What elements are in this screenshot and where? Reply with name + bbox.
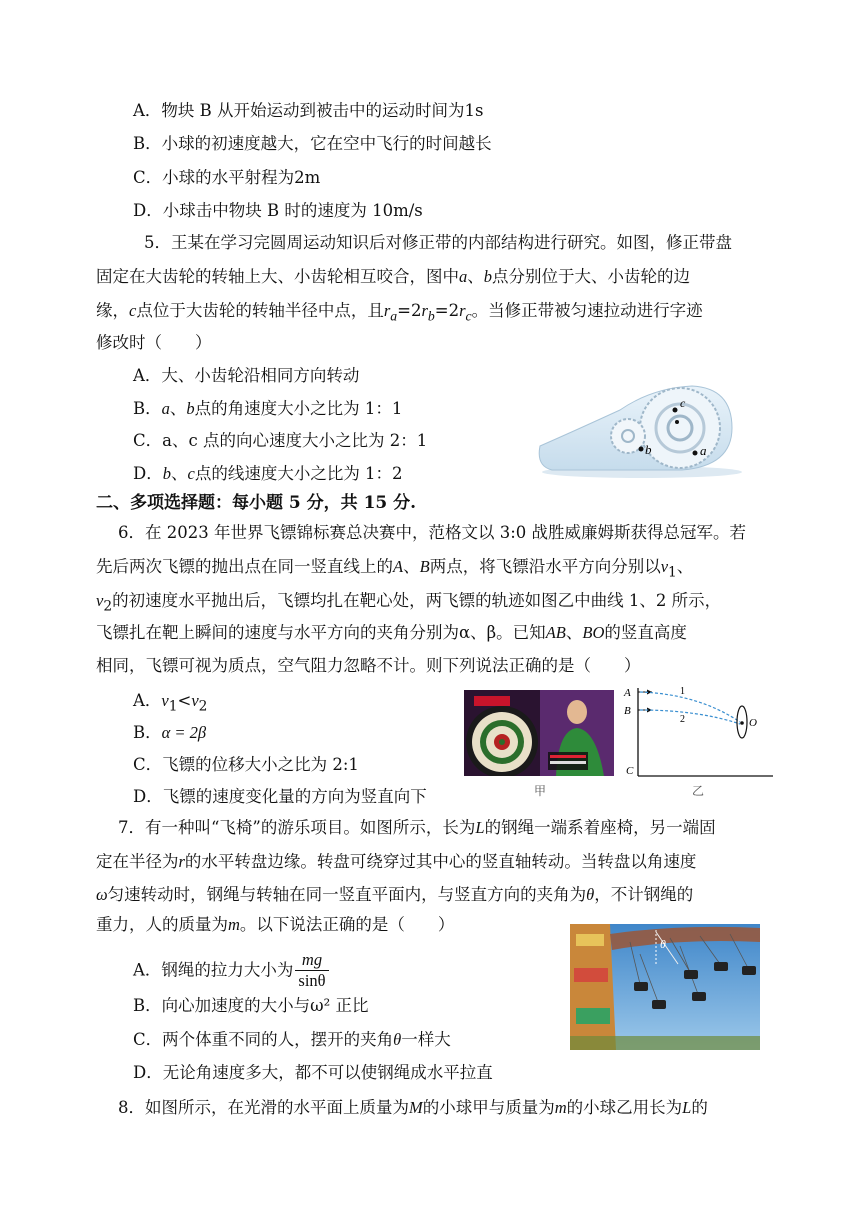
q6-stem-line2: 先后两次飞镖的抛出点在同一竖直线上的A、B两点，将飞镖沿水平方向分别以$v_1$、 <box>96 557 694 581</box>
label-curve-2: 2 <box>680 714 685 725</box>
logo-banner <box>474 696 510 706</box>
q7-stem-line1: 7．有一种叫“飞椅”的游乐项目。如图所示，长为L的钢绳一端系着座椅，另一端固 <box>118 818 716 837</box>
point-c-inner <box>675 420 679 424</box>
q7-option-d: D．无论角速度多大，都不可以使钢绳成水平拉直 <box>133 1063 493 1082</box>
caption-yi: 乙 <box>692 784 705 798</box>
label-B: B <box>624 705 631 717</box>
q4-option-d: D．小球击中物块 B 时的速度为 10m/s <box>133 201 423 220</box>
q6-stem-line5: 相同，飞镖可视为质点，空气阻力忽略不计。则下列说法正确的是（ ） <box>96 656 641 675</box>
dart-photo-figure <box>464 690 614 776</box>
q7-stem-line2: 定在半径为r的水平转盘边缘。转盘可绕穿过其中心的竖直轴转动。当转盘以角速度 <box>96 852 697 871</box>
q6-option-a: A．$v_1<v_2$ <box>133 691 208 715</box>
q6-option-d: D．飞镖的速度变化量的方向为竖直向下 <box>133 787 427 806</box>
q5-stem-line1: 5．王某在学习完圆周运动知识后对修正带的内部结构进行研究。如图，修正带盘 <box>144 233 732 252</box>
player-head <box>567 700 587 724</box>
q6-option-b: B．α = 2β <box>133 723 207 742</box>
q7-option-a: A．钢绳的拉力大小为 $\frac{mg}{\sin\theta}$ <box>133 950 329 991</box>
bullseye-point <box>740 721 744 725</box>
q4-option-a: A．物块 B 从开始运动到被击中的运动时间为1s <box>133 101 484 120</box>
q7-stem-line4: 重力，人的质量为m。以下说法正确的是（ ） <box>96 915 455 934</box>
score-bar-1 <box>550 755 586 758</box>
section-heading: 二、多项选择题：每小题 5 分，共 15 分. <box>96 493 417 513</box>
q5-stem-line2: 固定在大齿轮的转轴上大、小齿轮相互咬合，图中a、b点分别位于大、小齿轮的边 <box>96 267 690 286</box>
score-bar-2 <box>550 761 586 764</box>
label-c: c <box>680 396 686 410</box>
bullseye <box>499 739 505 745</box>
point-b <box>639 447 644 452</box>
point-a <box>693 451 698 456</box>
q5-stem-line4: 修改时（ ） <box>96 333 212 352</box>
q4-option-b: B．小球的初速度越大，它在空中飞行的时间越长 <box>133 134 492 153</box>
q5-stem-line3: 缘，c点位于大齿轮的转轴半径中点，且$r_a=2r_b=2r_c$。当修正带被匀速拉动进行字迹 <box>96 301 703 324</box>
correction-tape-figure <box>532 380 742 480</box>
theta-label: θ <box>660 937 666 951</box>
q6-option-c: C．飞镖的位移大小之比为 2:1 <box>133 755 359 774</box>
q4-option-c: C．小球的水平射程为2m <box>133 168 321 187</box>
q5-option-a: A．大、小齿轮沿相同方向转动 <box>133 366 360 385</box>
q7-option-b: B．向心加速度的大小与ω² 正比 <box>133 996 369 1015</box>
q6-stem-line4: 飞镖扎在靶上瞬间的速度与水平方向的夹角分别为α、β。已知AB、BO的竖直高度 <box>96 623 687 642</box>
label-a: a <box>700 443 707 458</box>
tension-fraction: $\frac{mg}{\sin\theta}$ <box>295 950 328 991</box>
q8-stem-line1: 8．如图所示，在光滑的水平面上质量为M的小球甲与质量为m的小球乙用长为L的 <box>118 1098 708 1117</box>
q5-option-d: D．b、c点的线速度大小之比为 1：2 <box>133 464 403 483</box>
label-curve-1: 1 <box>680 686 685 697</box>
flying-chairs-figure <box>570 924 760 1050</box>
trajectory-2 <box>640 710 740 724</box>
label-O: O <box>749 717 757 729</box>
point-c <box>673 408 678 413</box>
q5-option-b: B．a、b点的角速度大小之比为 1：1 <box>133 399 403 418</box>
tower-decoration-2 <box>574 968 608 982</box>
q5-option-c: C．a、c 点的向心速度大小之比为 2：1 <box>133 431 428 450</box>
label-b: b <box>645 442 652 457</box>
trajectory-1 <box>640 692 740 722</box>
q6-stem-line3: $v_2$的初速度水平抛出后，飞镖均扎在靶心处，两飞镖的轨迹如图乙中曲线 1、2 所示， <box>96 591 722 615</box>
label-A: A <box>624 687 631 699</box>
tower-decoration-1 <box>576 934 604 946</box>
trajectory-figure <box>618 684 778 780</box>
ground-strip <box>570 1036 760 1050</box>
q7-stem-line3: ω匀速转动时，钢绳与转轴在同一竖直平面内，与竖直方向的夹角为θ，不计钢绳的 <box>96 885 694 904</box>
tower-decoration-3 <box>576 1008 610 1024</box>
q6-stem-line1: 6．在 2023 年世界飞镖锦标赛总决赛中，范格文以 3:0 战胜威廉姆斯获得总冠军。若 <box>118 523 747 542</box>
label-C: C <box>626 765 634 777</box>
q7-option-c: C．两个体重不同的人，摆开的夹角θ一样大 <box>133 1030 451 1049</box>
caption-jia: 甲 <box>534 784 547 798</box>
